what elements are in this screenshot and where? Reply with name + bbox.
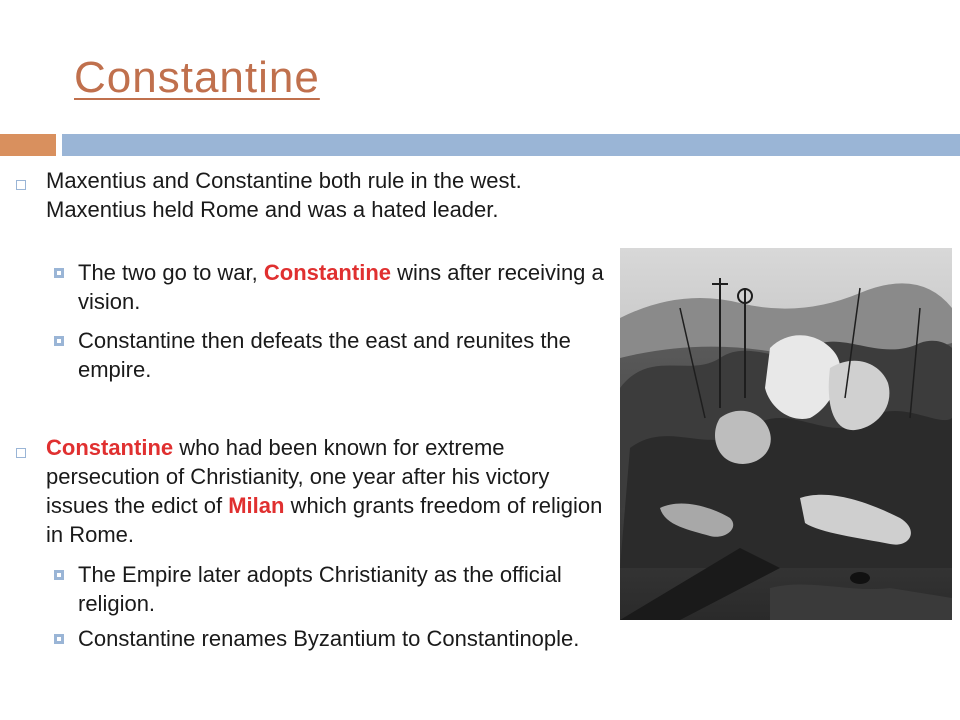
- sub-bullet-text: wins after receiving a vision.: [78, 260, 604, 314]
- highlight-milan: Milan: [228, 493, 285, 518]
- bullet-edict-milan: [46, 433, 616, 549]
- square-bullet-icon: [16, 180, 26, 190]
- bullet-maxentius: [46, 166, 606, 224]
- sub-bullet-war: [78, 258, 613, 316]
- slide-title: Constantine: [74, 53, 320, 102]
- sub-bullet-official-religion: [78, 560, 613, 618]
- sub-bullet-reunites: [78, 326, 613, 384]
- bullet-text: Maxentius and Constantine both rule in the west. Maxentius held Rome and was a hated leader.: [46, 168, 522, 222]
- filled-square-bullet-icon: [54, 570, 64, 580]
- highlight-constantine: Constantine: [263, 260, 391, 285]
- sub-bullet-text: Constantine renames Byzantium to Constantinople.: [78, 626, 580, 651]
- filled-square-bullet-icon: [54, 336, 64, 346]
- sub-bullet-byzantium: [78, 624, 613, 653]
- battle-painting-image: [620, 248, 952, 620]
- highlight-constantine: Constantine: [46, 435, 174, 460]
- title-main-bar: [62, 134, 960, 156]
- square-bullet-icon: [16, 448, 26, 458]
- filled-square-bullet-icon: [54, 268, 64, 278]
- sub-bullet-text: The Empire later adopts Christianity as the official religion.: [78, 562, 562, 616]
- sub-bullet-text: Constantine then defeats the east and reunites the empire.: [78, 328, 571, 382]
- filled-square-bullet-icon: [54, 634, 64, 644]
- sub-bullet-text: The two go to war,: [78, 260, 264, 285]
- bullet-text: which grants freedom of religion in Rome.: [46, 493, 603, 547]
- bullet-text: who had been known for extreme persecution of Christianity, one year after his victory issues the edict of: [46, 435, 550, 518]
- title-accent-bar: [0, 134, 56, 156]
